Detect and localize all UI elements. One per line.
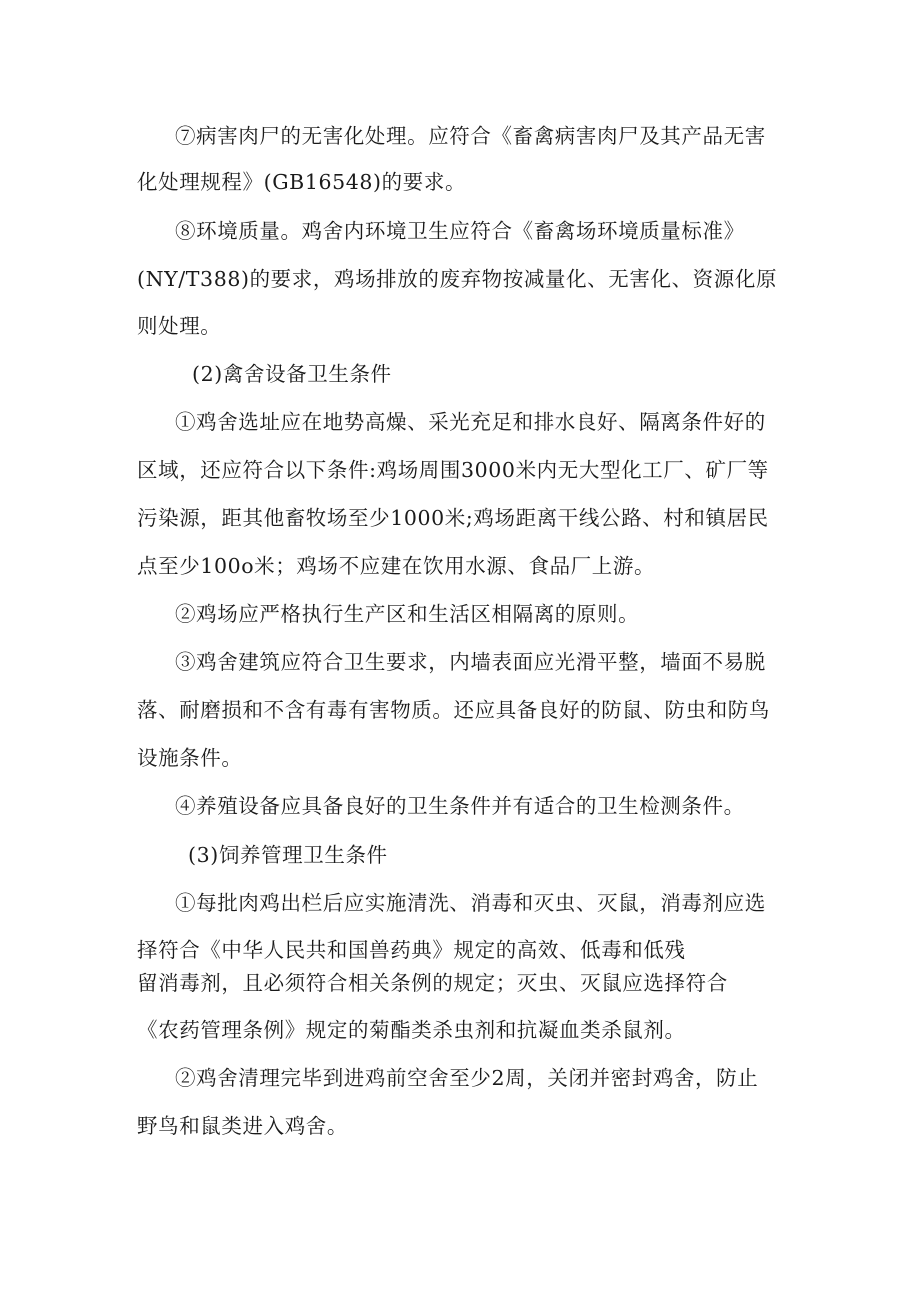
para-7-line-1: ⑦病害肉尸的无害化处理。应符合《畜禽病害肉尸及其产品无害 (175, 124, 766, 148)
para-s2-3-line-3: 设施条件。 (137, 746, 243, 770)
para-s3-1-line-2: 择符合《中华人民共和国兽药典》规定的高效、低毒和低残 (137, 938, 686, 962)
para-s2-1-line-4: 点至少100o米；鸡场不应建在饮用水源、食品厂上游。 (137, 554, 656, 578)
para-s3-2-line-2: 野鸟和鼠类进入鸡舍。 (137, 1114, 348, 1138)
para-8-line-2: (NY/T388)的要求，鸡场排放的废弃物按减量化、无害化、资源化原 (137, 267, 778, 291)
para-s3-1-line-1: ①每批肉鸡出栏后应实施清洗、消毒和灭虫、灭鼠，消毒剂应选 (175, 891, 766, 915)
para-s3-1-line-4: 《农药管理条例》规定的菊酯类杀虫剂和抗凝血类杀鼠剂。 (137, 1018, 686, 1042)
para-s2-1-line-1: ①鸡舍选址应在地势高燥、采光充足和排水良好、隔离条件好的 (175, 410, 766, 434)
para-s3-2-line-1: ②鸡舍清理完毕到进鸡前空舍至少2周，关闭并密封鸡舍，防止 (175, 1066, 759, 1090)
section-heading-2: (2)禽舍设备卫生条件 (192, 362, 392, 386)
para-s3-1-line-3: 留消毒剂，且必须符合相关条例的规定；灭虫、灭鼠应选择符合 (137, 971, 728, 995)
para-8-line-1: ⑧环境质量。鸡舍内环境卫生应符合《畜禽场环境质量标准》 (175, 219, 745, 243)
para-s2-2: ②鸡场应严格执行生产区和生活区相隔离的原则。 (175, 602, 640, 626)
para-s2-3-line-2: 落、耐磨损和不含有毒有害物质。还应具备良好的防鼠、防虫和防鸟 (137, 698, 770, 722)
para-s2-3-line-1: ③鸡舍建筑应符合卫生要求，内墙表面应光滑平整，墙面不易脱 (175, 650, 766, 674)
para-s2-1-line-3: 污染源，距其他畜牧场至少1000米;鸡场距离干线公路、村和镇居民 (137, 506, 769, 530)
para-8-line-3: 则处理。 (137, 314, 222, 338)
para-s2-4: ④养殖设备应具备良好的卫生条件并有适合的卫生检测条件。 (175, 794, 745, 818)
section-heading-3: (3)饲养管理卫生条件 (188, 843, 388, 867)
para-7-line-2: 化处理规程》(GB16548)的要求。 (137, 170, 467, 194)
para-s2-1-line-2: 区域，还应符合以下条件:鸡场周围3000米内无大型化工厂、矿厂等 (137, 458, 769, 482)
